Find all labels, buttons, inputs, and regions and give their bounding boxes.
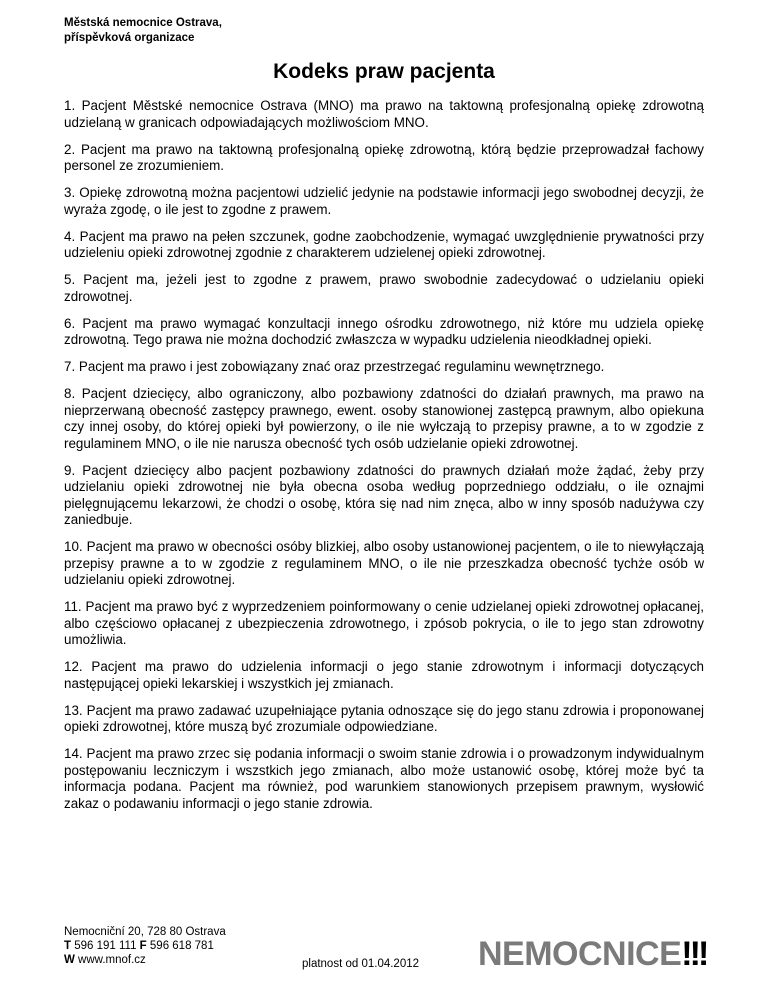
right-paragraph-7: 7. Pacjent ma prawo i jest zobowiązany znać oraz przestrzegać regulaminu wewnętrznego. [64,359,605,374]
org-line-2: příspěvková organizace [64,32,195,44]
logo-exclamation-marks: !!! [681,935,707,973]
web-label: W [64,954,75,966]
web-address: www.mnof.cz [74,954,146,966]
right-paragraph-14: 14. Pacjent ma prawo zrzec się podania informacji o swoim stanie zdrowia i o prowadzonym indywidualnym postępowaniu leczniczym i wszstkich jego zmianach, albo może ustanowić osobę, której może być ta informacja podana. Pacjent ma również, pod warunkiem stanowionych przepisem prawnym, wysłowić zakaz o podawaniu informacji o jego stanie zdrowia. [64,746,704,811]
org-line-1: Městská nemocnice Ostrava, [64,17,222,29]
footer-contact [64,925,226,967]
right-paragraph-5: 5. Pacjent ma, jeżeli jest to zgodne z prawem, prawo swobodnie zadecydować o udzielaniu opieki zdrowotnej. [64,272,704,304]
document-title: Kodeks praw pacjenta [273,60,495,83]
right-paragraph-6: 6. Pacjent ma prawo wymagać konzultacji innego ośrodku zdrowotnego, niż które mu udziela opiekę zdrowotną. Tego prawa nie można dochodzić zwłaszcza w wypadku udzielenia nieodkładnej opieki. [64,315,704,347]
right-paragraph-12: 12. Pacjent ma prawo do udzielenia informacji o jego stanie zdrowotnym i informacji dotyczących następującej opieki lekarskiej i wszystkich jej zmianach. [64,659,704,691]
fax-number: 596 618 781 [146,940,214,952]
footer-address: Nemocniční 20, 728 80 Ostrava [64,926,226,938]
right-paragraph-9: 9. Pacjent dziecięcy albo pacjent pozbawiony zdatności do prawnych działań może żądać, żeby przy udzielaniu opieki zdrowotnej nie była obecna osoba według poprzedniego oddziału, o ile oznajmi pielęgnującemu lekarzowi, że chodzi o osobę, która się nad nim znęca, albo w inny sposób nadużywa czy zaniedbuje. [64,462,704,527]
hospital-logo [478,935,706,974]
right-paragraph-8: 8. Pacjent dziecięcy, albo ograniczony, albo pozbawiony zdatności do działań prawnych, ma prawo na nieprzerwaną obecność zastępcy prawnego, ewent. osoby stanowionej zastępcą prawnym, albo opiekuna czy innej osoby, do której opieki był powierzony, o ile nie wyłczają to przepisy prawne, a to w zgodzie z regulaminem MNO, o ile nie narusza obecność tych osób udzielanie opieki zdrowotnej. [64,386,704,451]
footer-phone-fax [64,939,226,953]
organization-name [64,16,222,46]
validity-date: platnost od 01.04.2012 [302,958,420,970]
right-paragraph-10: 10. Pacjent ma prawo w obecności osóby blizkiej, albo osoby ustanowionej pacjentem, o ile to niewyłączają przepisy prawne a to w zgodzie z regulaminem MNO, o ile nie przeszkadza obecność tychże osób w udzielaniu opieki zdrowotnej. [64,539,704,587]
right-paragraph-1: 1. Pacjent Městské nemocnice Ostrava (MNO) ma prawo na taktowną profesjonalną opiekę zdrowotną udzielaną w granicach odpowiadających możliwościom MNO. [64,98,704,130]
phone-number: 596 191 111 [71,940,140,952]
phone-label: T [64,940,72,952]
right-paragraph-4: 4. Pacjent ma prawo na pełen szczunek, godne zaobchodzenie, wymagać uwzględnienie prywatności przy udzieleniu opieki zdrowotnej zgodnie z charakterem udzielenej opieki zdrowotnej. [64,228,704,260]
right-paragraph-2: 2. Pacjent ma prawo na taktowną profesjonalną opiekę zdrowotną, którą będzie przeprowadzał fachowy personel ze zrozumieniem. [64,141,704,173]
right-paragraph-13: 13. Pacjent ma prawo zadawać uzupełniające pytania odnoszące się do jego stanu zdrowia i proponowanej opieki zdrowotnej, które muszą być zrozumiale odpowiedziane. [64,702,704,734]
fax-label: F [139,940,147,952]
rights-list [64,98,704,823]
logo-text: NEMOCNICE [478,935,682,973]
right-paragraph-11: 11. Pacjent ma prawo być z wyprzedzeniem poinformowany o cenie udzielanej opieki zdrowotnej opłacanej, albo częściowo opłacanej z ubezpieczenia zdrowotnego, i zpósob pokrycia, o ile to jego stan zdrowotny umożliwia. [64,599,704,647]
right-paragraph-3: 3. Opiekę zdrowotną można pacjentowi udzielić jedynie na podstawie informacji jego swobodnej decyzji, że wyraża zgodę, o ile jest to zgodne z prawem. [64,185,704,217]
footer-web [64,953,226,967]
